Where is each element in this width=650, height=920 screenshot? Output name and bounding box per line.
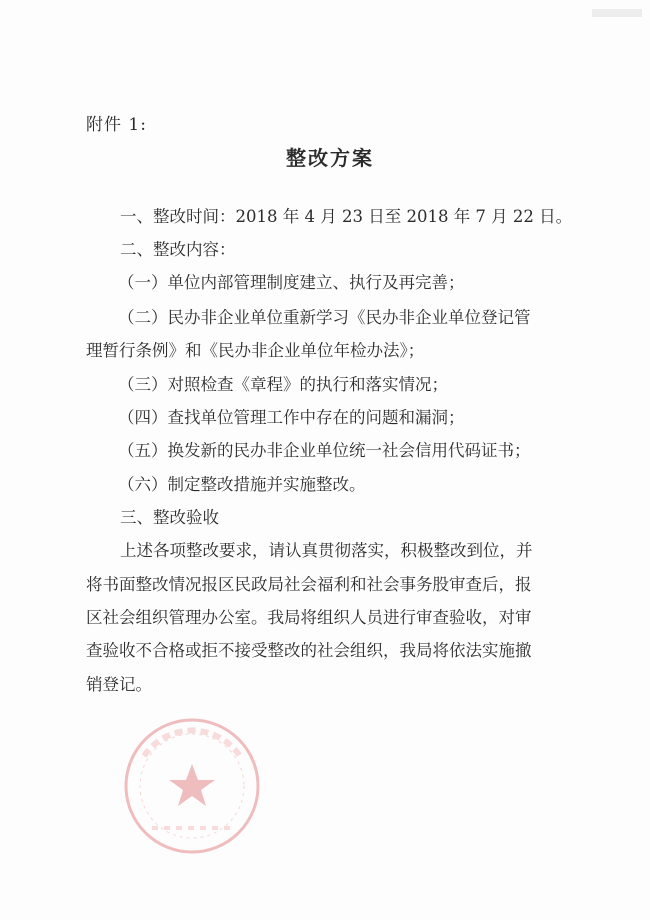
content-item-6: （六）制定整改措施并实施整改。: [118, 475, 366, 494]
paragraph-line-5: 销登记。: [86, 675, 152, 694]
paragraph-line-2: 将书面整改情况报区民政局社会福利和社会事务股审查后，报: [86, 575, 532, 594]
content-item-4: （四）查找单位管理工作中存在的问题和漏洞；: [118, 408, 465, 427]
star-icon: [169, 764, 215, 806]
paragraph-line-3: 区社会组织管理办公室。我局将组织人员进行审查验收，对审: [86, 608, 532, 627]
content-item-2-line-1: （二）民办非企业单位重新学习《民办非企业单位登记管: [118, 308, 531, 327]
section-acceptance-heading: 三、整改验收: [120, 508, 219, 527]
page-title: 整改方案: [286, 146, 374, 170]
paragraph-line-1: 上述各项整改要求，请认真贯彻落实，积极整改到位，并: [120, 541, 533, 560]
official-seal: [122, 716, 262, 856]
content-item-3: （三）对照检查《章程》的执行和落实情况；: [118, 375, 448, 394]
paragraph-line-4: 查验收不合格或拒不接受整改的社会组织，我局将依法实施撤: [86, 641, 532, 660]
content-item-2-line-2: 理暂行条例》和《民办非企业单位年检办法》；: [86, 341, 425, 360]
content-item-1: （一）单位内部管理制度建立、执行及再完善；: [118, 273, 465, 292]
section-time: 一、整改时间：2018 年 4 月 23 日至 2018 年 7 月 22 日。: [120, 207, 573, 226]
attachment-label: 附件 1:: [86, 115, 147, 135]
scan-corner-mark: [592, 6, 642, 20]
content-item-5: （五）换发新的民办非企业单位统一社会信用代码证书；: [118, 441, 531, 460]
section-content-heading: 二、整改内容：: [120, 240, 236, 259]
